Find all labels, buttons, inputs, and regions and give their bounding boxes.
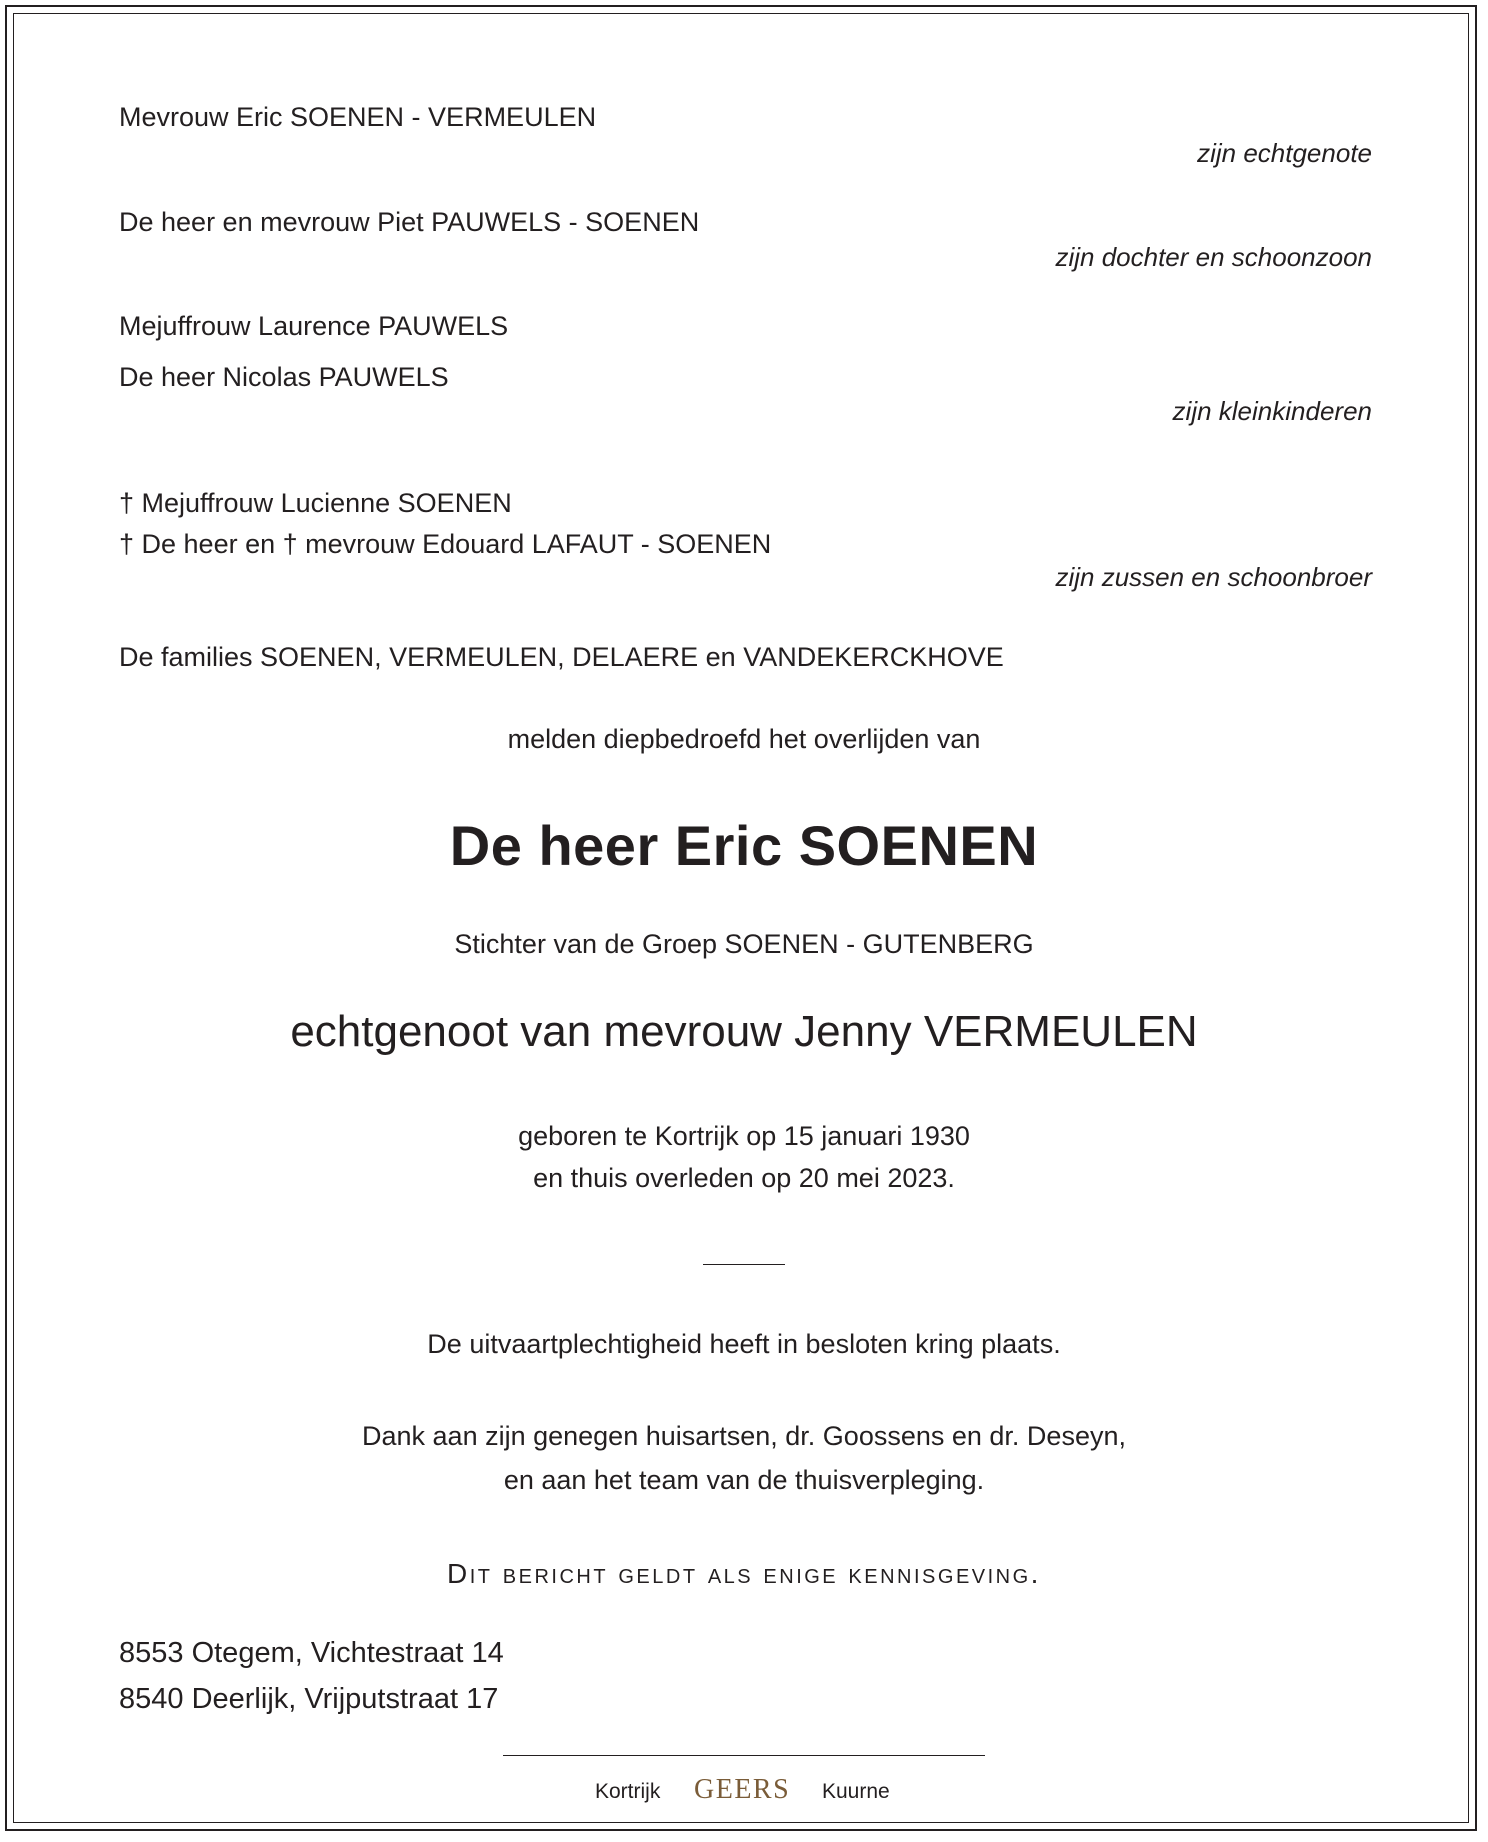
address-line: 8553 Otegem, Vichtestraat 14 (119, 1637, 504, 1669)
sisters-role: zijn zussen en schoonbroer (1055, 562, 1372, 592)
thanks-line: Dank aan zijn genegen huisartsen, dr. Goossens en dr. Deseyn, (362, 1421, 1126, 1451)
short-divider (703, 1264, 785, 1265)
children-name: De heer en mevrouw Piet PAUWELS - SOENEN (119, 207, 700, 237)
grandchild-name: De heer Nicolas PAUWELS (119, 362, 449, 392)
inner-border (13, 13, 1469, 1823)
deceased-title: Stichter van de Groep SOENEN - GUTENBERG (454, 929, 1034, 959)
grandchildren-role: zijn kleinkinderen (1172, 396, 1372, 426)
footer-right-city: Kuurne (822, 1780, 890, 1803)
spouse-line: echtgenoot van mevrouw Jenny VERMEULEN (290, 1007, 1198, 1056)
footer-left-city: Kortrijk (595, 1780, 661, 1803)
children-role: zijn dochter en schoonzoon (1055, 242, 1372, 272)
spouse-role: zijn echtgenote (1197, 138, 1372, 168)
footer-divider (503, 1755, 985, 1756)
geers-logo: GEERS (694, 1774, 791, 1805)
families-line: De families SOENEN, VERMEULEN, DELAERE en VANDEKERCKHOVE (119, 642, 1004, 672)
notice-line: Dit bericht geldt als enige kennisgeving. (447, 1558, 1041, 1589)
deceased-name: De heer Eric SOENEN (449, 814, 1039, 877)
sister-name: † Mejuffrouw Lucienne SOENEN (119, 488, 512, 518)
address-line: 8540 Deerlijk, Vrijputstraat 17 (119, 1683, 499, 1715)
grandchild-name: Mejuffrouw Laurence PAUWELS (119, 311, 509, 341)
birth-line: geboren te Kortrijk op 15 januari 1930 (518, 1121, 970, 1151)
thanks-line: en aan het team van de thuisverpleging. (503, 1465, 985, 1495)
death-line: en thuis overleden op 20 mei 2023. (533, 1163, 955, 1193)
ceremony-line: De uitvaartplechtigheid heeft in besloten kring plaats. (427, 1329, 1061, 1359)
spouse-name: Mevrouw Eric SOENEN - VERMEULEN (119, 102, 597, 132)
announcement-intro: melden diepbedroefd het overlijden van (507, 724, 981, 754)
sister-name: † De heer en † mevrouw Edouard LAFAUT - SOENEN (119, 529, 772, 559)
